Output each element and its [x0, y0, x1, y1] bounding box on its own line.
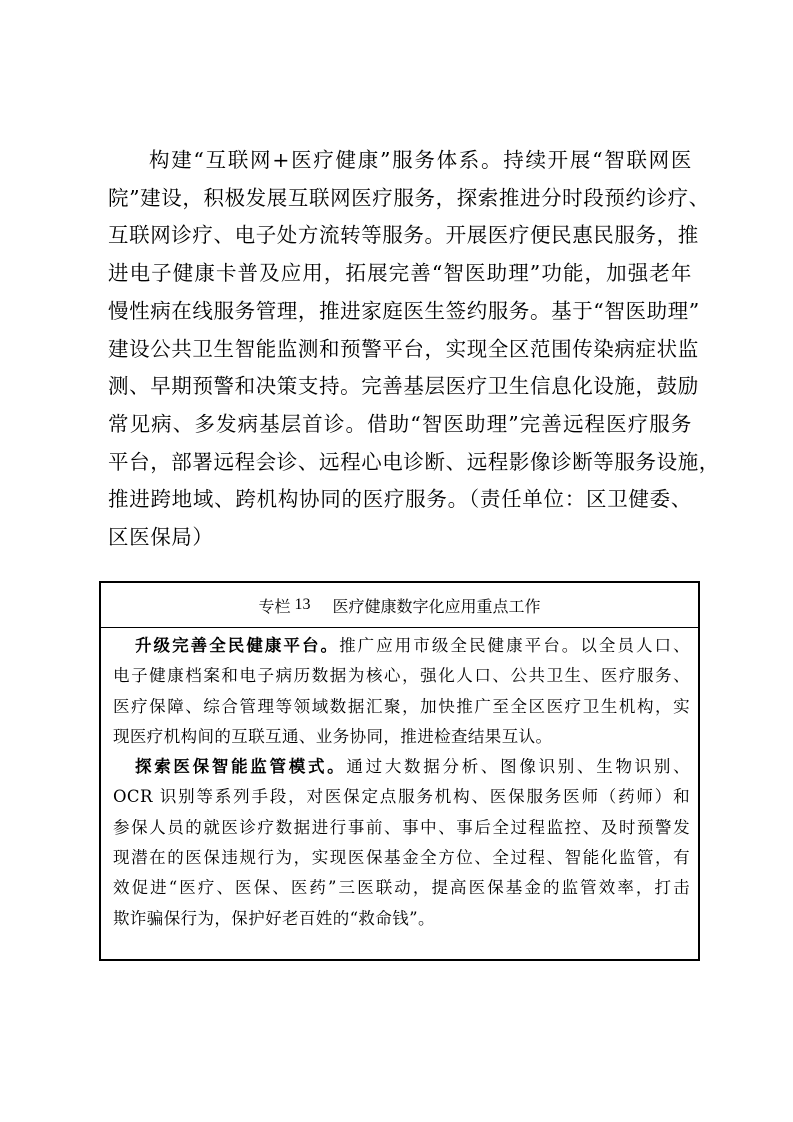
paragraph-line: 院”建设，积极发展互联网医疗服务，探索推进分时段预约诊疗、 [108, 185, 710, 210]
paragraph-line: 平台，部署远程会诊、远程心电诊断、远程影像诊断等服务设施， [108, 449, 720, 474]
box-header-title: 医疗健康数字化应用重点工作 [332, 596, 541, 616]
section-title: 升级完善全民健康平台。 [135, 636, 340, 655]
paragraph-line: 推进跨地域、跨机构协同的医疗服务。（责任单位：区卫健委、 [108, 487, 692, 512]
feature-box [99, 581, 700, 961]
paragraph-line: 互联网诊疗、电子处方流转等服务。开展医疗便民惠民服务，推 [108, 223, 699, 248]
section-text: 推广应用市级全民健康平台。以全员人口、 [339, 636, 690, 655]
section-line: 现潜在的医保违规行为，实现医保基金全方位、全过程、智能化监管，有 [113, 848, 690, 868]
paragraph-line: 测、早期预警和决策支持。完善基层医疗卫生信息化设施，鼓励 [108, 374, 699, 399]
paragraph-line: 进电子健康卡普及应用，拓展完善“智医助理”功能，加强老年 [108, 261, 692, 286]
section-line: 现医疗机构间的互联互通、业务协同，推进检查结果互认。 [113, 726, 553, 746]
section-line: OCR 识别等系列手段，对医保定点服务机构、医保服务医师（药师）和 [113, 787, 690, 807]
section-title: 探索医保智能监管模式。 [135, 757, 347, 777]
box-header-prefix: 专栏 [258, 596, 291, 616]
section-text: 通过大数据分析、图像识别、生物识别、 [346, 757, 691, 777]
box-header-number: 13 [294, 596, 311, 613]
section-line: 效促进“医疗、医保、医药”三医联动，提高医保基金的监管效率，打击 [113, 878, 690, 898]
section-line: 电子健康档案和电子病历数据为核心，强化人口、公共卫生、医疗服务、 [113, 666, 690, 686]
main-paragraph [108, 142, 720, 557]
paragraph-line: 构建“互联网+医疗健康”服务体系。持续开展“智联网医 [149, 148, 692, 172]
section-line: 欺诈骗保行为，保护好老百姓的“救命钱”。 [113, 908, 435, 928]
paragraph-line: 区医保局） [108, 525, 214, 550]
section-first-line [113, 631, 690, 661]
paragraph-line: 慢性病在线服务管理，推进家庭医生签约服务。基于“智医助理” [108, 298, 700, 323]
paragraph-line: 常见病、多发病基层首诊。借助“智医助理”完善远程医疗服务 [108, 411, 692, 436]
paragraph-line: 建设公共卫生智能监测和预警平台，实现全区范围传染病症状监 [108, 336, 699, 361]
section-first-line [113, 752, 690, 782]
box-body [113, 631, 690, 934]
section-line: 参保人员的就医诊疗数据进行事前、事中、事后全过程监控、及时预警发 [113, 817, 690, 837]
section-line: 医疗保障、综合管理等领域数据汇聚，加快推广至全区医疗卫生机构，实 [113, 696, 690, 716]
box-header [101, 583, 698, 628]
